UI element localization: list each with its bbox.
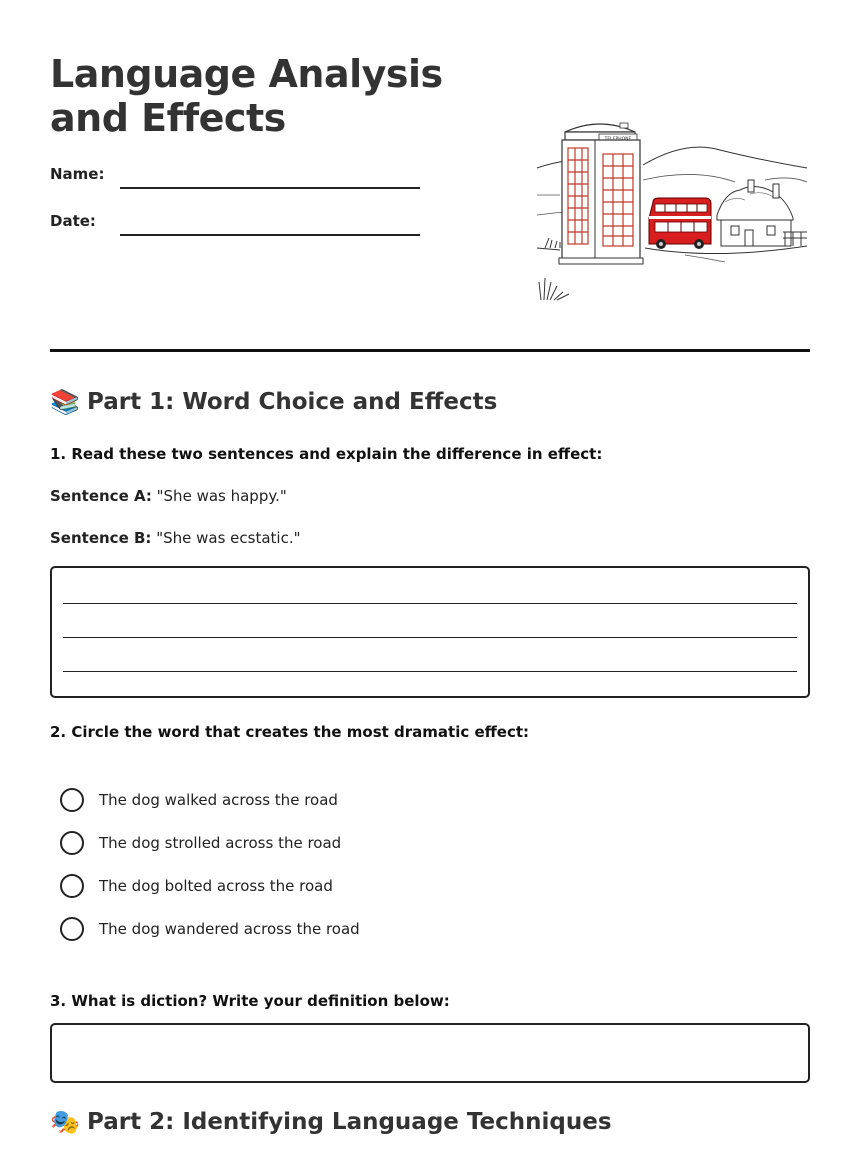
question-3: 3. What is diction? Write your definition below: — [50, 992, 450, 1010]
option-walked[interactable] — [60, 787, 338, 813]
option-bolted[interactable] — [60, 873, 333, 899]
part1-title: Part 1: Word Choice and Effects — [87, 389, 498, 415]
double-decker-bus-icon — [649, 198, 711, 249]
radio-circle[interactable] — [60, 788, 84, 812]
sentence-b — [50, 529, 300, 547]
answer-line — [63, 637, 797, 638]
question-2: 2. Circle the word that creates the most dramatic effect: — [50, 723, 530, 741]
telephone-booth-icon — [559, 123, 643, 264]
cottage-icon — [717, 180, 807, 246]
option-label: The dog bolted across the road — [99, 877, 333, 895]
name-field[interactable] — [120, 187, 420, 189]
sentence-a — [50, 487, 287, 505]
option-wandered[interactable] — [60, 916, 360, 942]
worksheet-title: Language Analysis and Effects — [50, 52, 443, 140]
date-label: Date: — [50, 212, 96, 230]
part2-heading — [50, 1108, 612, 1136]
part1-heading — [50, 388, 497, 416]
sentence-b-text: "She was ecstatic." — [156, 529, 301, 547]
books-icon: 📚 — [50, 388, 80, 416]
date-field[interactable] — [120, 234, 420, 236]
sentence-a-label: Sentence A: — [50, 487, 152, 505]
theater-masks-icon: 🎭 — [50, 1108, 80, 1136]
option-label: The dog wandered across the road — [99, 920, 360, 938]
option-label: The dog walked across the road — [99, 791, 338, 809]
london-scene-illustration — [535, 120, 810, 305]
q1-answer-box[interactable] — [50, 566, 810, 698]
sentence-a-text: "She was happy." — [156, 487, 287, 505]
answer-line — [63, 603, 797, 604]
radio-circle[interactable] — [60, 874, 84, 898]
option-label: The dog strolled across the road — [99, 834, 342, 852]
option-strolled[interactable] — [60, 830, 341, 856]
sentence-b-label: Sentence B: — [50, 529, 152, 547]
radio-circle[interactable] — [60, 917, 84, 941]
answer-line — [63, 671, 797, 672]
radio-circle[interactable] — [60, 831, 84, 855]
question-1: 1. Read these two sentences and explain the difference in effect: — [50, 445, 603, 463]
header-divider — [50, 349, 810, 352]
part2-title: Part 2: Identifying Language Techniques — [87, 1109, 612, 1135]
name-label: Name: — [50, 165, 105, 183]
q3-answer-box[interactable] — [50, 1023, 810, 1083]
